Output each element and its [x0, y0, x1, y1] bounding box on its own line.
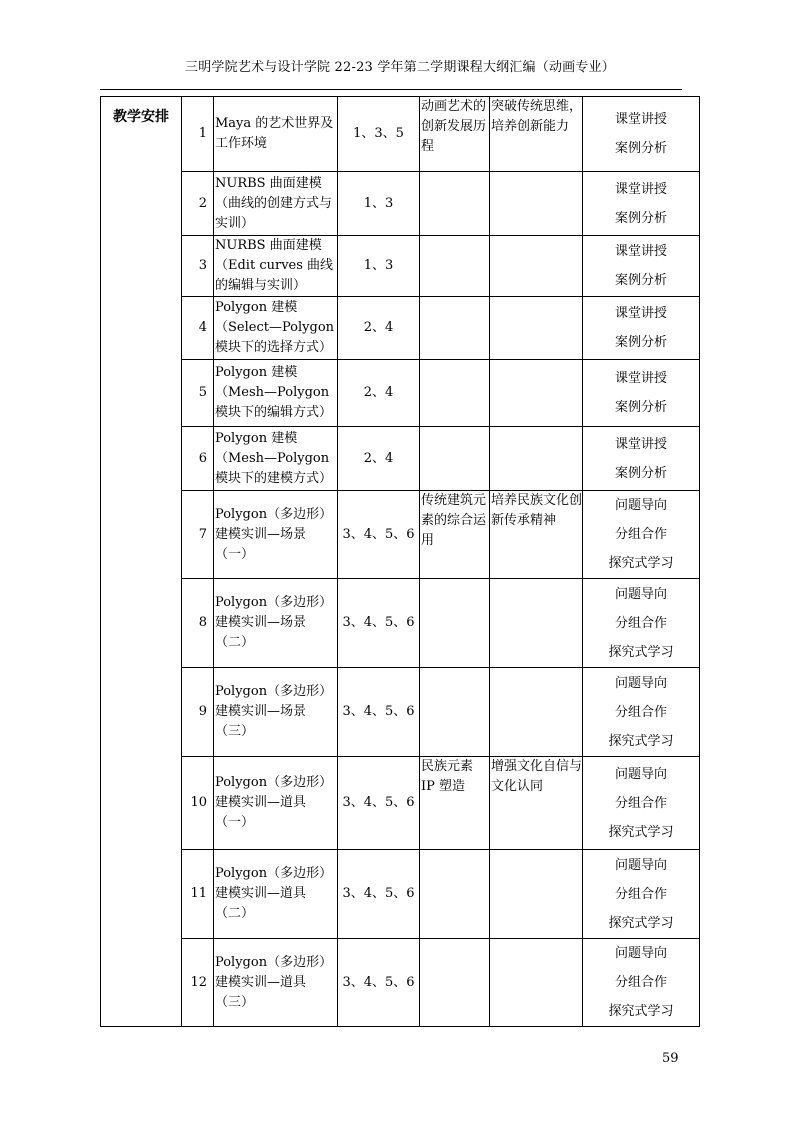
table-row — [101, 757, 700, 850]
lesson-number: 4 — [182, 297, 214, 360]
ideological-element — [420, 236, 490, 297]
teaching-method: 案例分析 — [614, 465, 667, 481]
teaching-methods — [583, 236, 700, 297]
lesson-topic: Polygon 建模（Mesh—Polygon 模块下的建模方式） — [214, 427, 338, 491]
lesson-number: 6 — [182, 427, 214, 491]
teaching-methods — [583, 668, 700, 757]
lesson-topic: Maya 的艺术世界及工作环境 — [214, 97, 338, 172]
teaching-method: 问题导向 — [614, 766, 667, 782]
teaching-method: 课堂讲授 — [614, 306, 667, 321]
table-row — [101, 97, 700, 172]
course-objectives: 1、3 — [338, 172, 420, 236]
course-objectives: 3、4、5、6 — [338, 579, 420, 668]
lesson-topic: Polygon（多边形）建模实训—场景（一） — [214, 491, 338, 579]
lesson-number: 12 — [182, 939, 214, 1027]
teaching-method: 探究式学习 — [608, 644, 674, 660]
teaching-method: 分组合作 — [614, 795, 667, 811]
course-objectives: 2、4 — [338, 427, 420, 491]
table-row — [101, 939, 700, 1027]
education-goal: 增强文化自信与文化认同 — [490, 757, 583, 850]
lesson-number: 9 — [182, 668, 214, 757]
teaching-method: 探究式学习 — [608, 1004, 674, 1019]
ideological-element: 动画艺术的创新发展历程 — [420, 97, 490, 172]
table-row — [101, 579, 700, 668]
education-goal — [490, 850, 583, 939]
table-row — [101, 360, 700, 427]
teaching-methods — [583, 939, 700, 1027]
teaching-method: 分组合作 — [614, 615, 667, 631]
ideological-element — [420, 172, 490, 236]
ideological-element: 传统建筑元素的综合运用 — [420, 491, 490, 579]
ideological-element — [420, 297, 490, 360]
table-row — [101, 297, 700, 360]
teaching-methods — [583, 757, 700, 850]
lesson-topic: Polygon（多边形）建模实训—道具（三） — [214, 939, 338, 1027]
lesson-topic: Polygon 建模（Mesh—Polygon 模块下的编辑方式） — [214, 360, 338, 427]
teaching-method: 课堂讲授 — [614, 244, 667, 259]
education-goal: 培养民族文化创新传承精神 — [490, 491, 583, 579]
teaching-method: 问题导向 — [614, 498, 667, 513]
teaching-method: 案例分析 — [614, 273, 667, 288]
teaching-methods — [583, 427, 700, 491]
teaching-method: 分组合作 — [614, 527, 667, 542]
education-goal — [490, 236, 583, 297]
table-row — [101, 236, 700, 297]
teaching-method: 分组合作 — [614, 704, 667, 720]
page-number: 59 — [662, 1051, 679, 1066]
teaching-method: 探究式学习 — [608, 733, 674, 749]
education-goal — [490, 939, 583, 1027]
teaching-schedule-table — [100, 96, 700, 1027]
lesson-topic: NURBS 曲面建模（Edit curves 曲线的编辑与实训） — [214, 236, 338, 297]
category-label: 教学安排 — [101, 97, 182, 1027]
lesson-topic: NURBS 曲面建模（曲线的创建方式与实训） — [214, 172, 338, 236]
lesson-topic: Polygon（多边形）建模实训—道具（一） — [214, 757, 338, 850]
course-objectives: 3、4、5、6 — [338, 850, 420, 939]
table-row — [101, 491, 700, 579]
teaching-methods — [583, 97, 700, 172]
education-goal: 突破传统思维，培养创新能力 — [490, 97, 583, 172]
teaching-methods — [583, 172, 700, 236]
lesson-number: 3 — [182, 236, 214, 297]
course-objectives: 3、4、5、6 — [338, 668, 420, 757]
education-goal — [490, 172, 583, 236]
table-row — [101, 427, 700, 491]
course-objectives: 3、4、5、6 — [338, 939, 420, 1027]
teaching-method: 案例分析 — [614, 335, 667, 350]
teaching-method: 探究式学习 — [608, 915, 674, 931]
lesson-number: 11 — [182, 850, 214, 939]
teaching-method: 问题导向 — [614, 675, 667, 691]
lesson-topic: Polygon 建模（Select—Polygon 模块下的选择方式） — [214, 297, 338, 360]
teaching-method: 课堂讲授 — [614, 436, 667, 452]
lesson-topic: Polygon（多边形）建模实训—道具（二） — [214, 850, 338, 939]
teaching-method: 问题导向 — [614, 946, 667, 961]
ideological-element — [420, 360, 490, 427]
header-rule — [100, 89, 682, 90]
table-row — [101, 668, 700, 757]
lesson-topic: Polygon（多边形）建模实训—场景（三） — [214, 668, 338, 757]
ideological-element — [420, 668, 490, 757]
course-objectives: 3、4、5、6 — [338, 757, 420, 850]
education-goal — [490, 297, 583, 360]
lesson-number: 10 — [182, 757, 214, 850]
ideological-element: 民族元素 IP 塑造 — [420, 757, 490, 850]
teaching-methods — [583, 491, 700, 579]
teaching-method: 问题导向 — [614, 857, 667, 873]
lesson-number: 7 — [182, 491, 214, 579]
ideological-element — [420, 850, 490, 939]
teaching-methods — [583, 579, 700, 668]
teaching-method: 课堂讲授 — [614, 181, 667, 197]
teaching-method: 案例分析 — [614, 210, 667, 226]
education-goal — [490, 579, 583, 668]
lesson-number: 2 — [182, 172, 214, 236]
teaching-methods — [583, 297, 700, 360]
ideological-element — [420, 427, 490, 491]
education-goal — [490, 360, 583, 427]
course-objectives: 3、4、5、6 — [338, 491, 420, 579]
course-objectives: 2、4 — [338, 297, 420, 360]
lesson-number: 5 — [182, 360, 214, 427]
teaching-method: 案例分析 — [614, 400, 667, 415]
ideological-element — [420, 939, 490, 1027]
teaching-method: 课堂讲授 — [614, 371, 667, 386]
teaching-method: 探究式学习 — [608, 556, 674, 571]
table-row — [101, 172, 700, 236]
ideological-element — [420, 579, 490, 668]
lesson-topic: Polygon（多边形）建模实训—场景（二） — [214, 579, 338, 668]
course-objectives: 2、4 — [338, 360, 420, 427]
teaching-method: 分组合作 — [614, 975, 667, 990]
course-objectives: 1、3 — [338, 236, 420, 297]
lesson-number: 8 — [182, 579, 214, 668]
education-goal — [490, 668, 583, 757]
education-goal — [490, 427, 583, 491]
teaching-methods — [583, 850, 700, 939]
document-header: 三明学院艺术与设计学院 22-23 学年第二学期课程大纲汇编（动画专业） — [185, 60, 615, 75]
teaching-method: 探究式学习 — [608, 824, 674, 840]
lesson-number: 1 — [182, 97, 214, 172]
teaching-method: 案例分析 — [614, 141, 667, 156]
course-objectives: 1、3、5 — [338, 97, 420, 172]
table-row — [101, 850, 700, 939]
teaching-method: 课堂讲授 — [614, 112, 667, 127]
teaching-method: 问题导向 — [614, 586, 667, 602]
teaching-methods — [583, 360, 700, 427]
teaching-method: 分组合作 — [614, 886, 667, 902]
